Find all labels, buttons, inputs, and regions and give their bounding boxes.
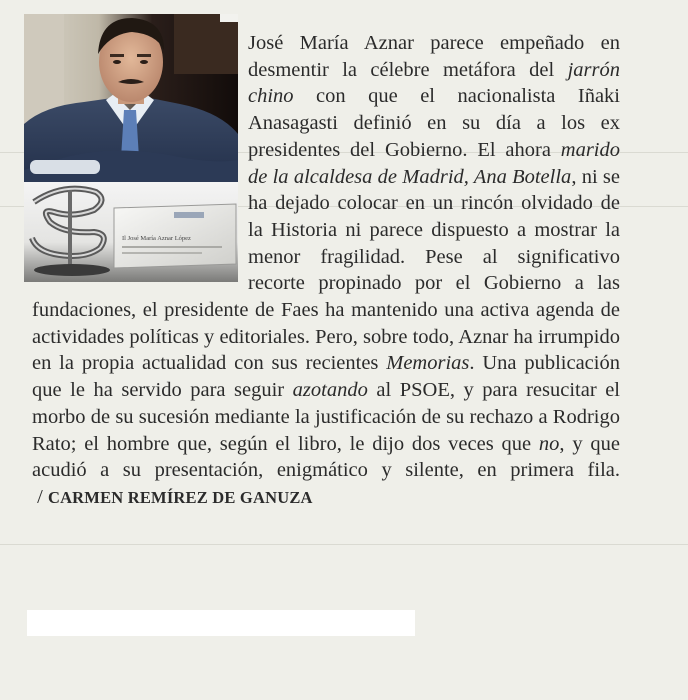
photo-float-spacer [24, 14, 238, 282]
byline-separator: / [32, 485, 48, 508]
article-body [32, 30, 620, 512]
italic-run: azotando [292, 379, 368, 402]
text-run: al PSOE, y para resucitar el morbo de su sucesión mediante la justificación de su rechazo a Rodrigo Rato; el hombre que, según el libro, le dijo dos veces que [32, 379, 620, 455]
text-run: , ni se ha dejado colocar en un rincón olvidado de la Historia ni parece dispuesto a mostrar la menor fragilidad. Pese al significativo recorte propinado por el Gobierno a las fundaciones, el presidente de Faes ha mantenido una activa agenda de actividades políticas y editoriales. Pero, sobre todo, Aznar ha irrumpido en la propia actualidad con sus recientes [32, 165, 620, 375]
text-run: José María Aznar parece empeñado en desmentir la célebre metáfora del [248, 32, 620, 81]
text-run: . Una publicación que le ha servido para seguir [32, 352, 620, 402]
author-byline: CARMEN REMÍREZ DE GANUZA [47, 487, 313, 507]
text-run: , y que acudió a su presentación, enigmático y silente, en primera fila. [32, 432, 620, 482]
italic-run: no [538, 432, 560, 455]
italic-run: Memorias [386, 352, 470, 375]
bleed-line [0, 544, 688, 545]
redaction-strip [27, 610, 415, 636]
text-run: con que el nacionalista Iñaki Anasagasti definió en su día a los ex presidentes del Gobierno. El ahora [248, 85, 620, 161]
italic-run: jarrón chino [248, 58, 620, 108]
award-plaque-text: Il José María Aznar López [122, 235, 191, 242]
italic-run: marido de la alcaldesa de Madrid, Ana Botella [248, 138, 620, 188]
